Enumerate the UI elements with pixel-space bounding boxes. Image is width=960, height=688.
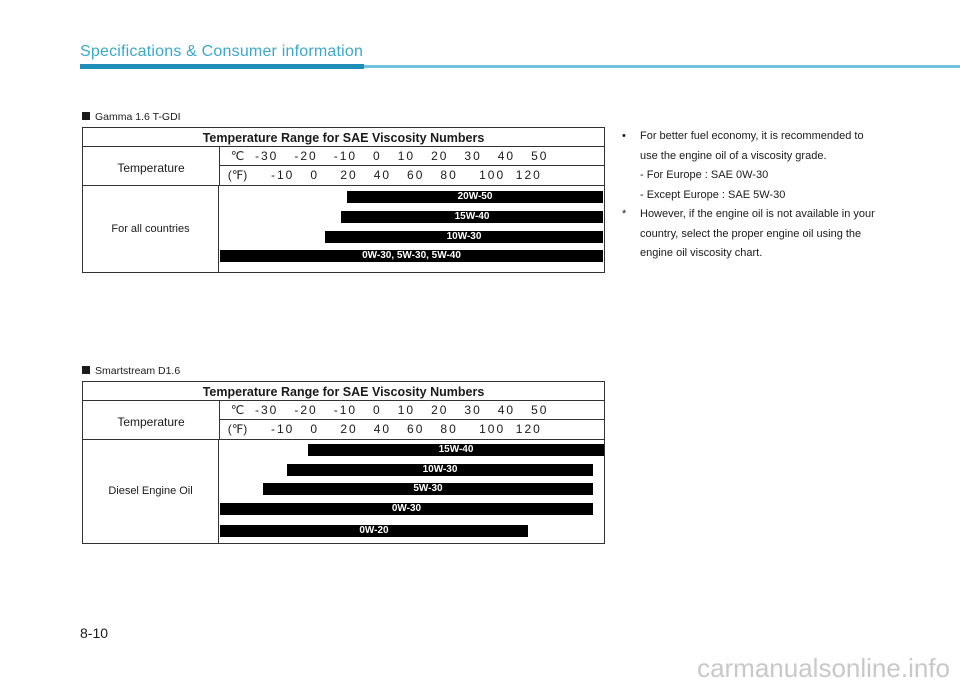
page-number: 8-10 — [80, 625, 109, 641]
section-label-gamma — [82, 111, 181, 123]
section-label-text: Smartstream D1.6 — [95, 365, 181, 377]
viscosity-bar: 15W-40 — [308, 444, 604, 456]
watermark: carmanualsonline.info — [697, 653, 950, 683]
fahrenheit-scale: -10 0 20 40 60 80 100 120 — [255, 422, 542, 436]
header-rule-accent — [80, 64, 364, 69]
region-label: For all countries — [83, 186, 219, 272]
celsius-scale: -30 -20 -10 0 10 20 30 40 50 — [255, 401, 604, 420]
viscosity-bar: 5W-30 — [263, 483, 593, 495]
viscosity-bar: 15W-40 — [341, 211, 603, 223]
page-header-title: Specifications & Consumer information — [80, 43, 364, 60]
notes — [622, 127, 882, 264]
note-europe: - For Europe : SAE 0W-30 — [640, 169, 769, 181]
section-label-smartstream — [82, 365, 180, 377]
fahrenheit-scale: -10 0 20 40 60 80 100 120 — [255, 168, 542, 182]
viscosity-bar: 0W-30, 5W-30, 5W-40 — [220, 250, 603, 262]
viscosity-bar: 10W-30 — [325, 231, 603, 243]
section-label-text: Gamma 1.6 T-GDI — [95, 111, 181, 123]
region-label: Diesel Engine Oil — [83, 440, 219, 543]
temperature-label: Temperature — [117, 415, 185, 429]
viscosity-table-gamma — [82, 127, 605, 273]
bullet-marker: • — [622, 130, 626, 142]
table-title: Temperature Range for SAE Viscosity Numbers — [202, 385, 485, 399]
note-asterisk — [622, 205, 882, 264]
square-bullet-icon — [82, 112, 90, 120]
celsius-unit: ℃ — [219, 401, 255, 420]
note-text: However, if the engine oil is not available in your country, select the proper engine oil using the engine oil viscosity chart. — [640, 208, 875, 259]
viscosity-bar: 0W-30 — [220, 503, 593, 515]
square-bullet-icon — [82, 366, 90, 374]
fahrenheit-unit: (℉) — [219, 166, 255, 185]
table-title: Temperature Range for SAE Viscosity Numbers — [202, 131, 485, 145]
celsius-scale: -30 -20 -10 0 10 20 30 40 50 — [255, 147, 604, 166]
viscosity-bar: 20W-50 — [347, 191, 603, 203]
fahrenheit-unit: (℉) — [219, 420, 255, 439]
temperature-label: Temperature — [117, 161, 185, 175]
note-bullet — [622, 127, 882, 166]
viscosity-table-smartstream — [82, 381, 605, 544]
celsius-unit: ℃ — [219, 147, 255, 166]
note-text: For better fuel economy, it is recommended to use the engine oil of a viscosity grade. — [640, 130, 864, 162]
note-except-europe: - Except Europe : SAE 5W-30 — [640, 188, 786, 201]
asterisk-marker: * — [622, 208, 627, 220]
viscosity-bar: 10W-30 — [287, 464, 593, 476]
viscosity-bar: 0W-20 — [220, 525, 528, 537]
